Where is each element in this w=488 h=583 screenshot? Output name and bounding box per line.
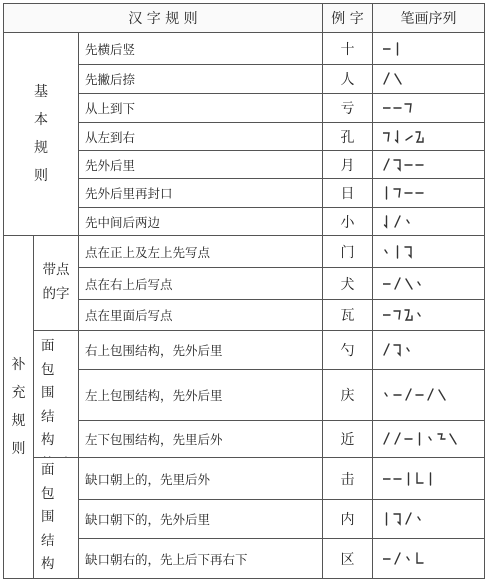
header-example: 例 字: [322, 3, 373, 33]
stroke-d-icon: [429, 437, 431, 440]
basic-rules-label: [3, 32, 79, 236]
example-character: 近: [322, 420, 373, 458]
stroke-p-icon: [406, 513, 411, 524]
stroke-sequence: [372, 369, 485, 421]
stroke-sequence: [372, 64, 485, 94]
group-two-side-label: 面 包 围 结 构: [33, 330, 79, 458]
basic-label-char: 基: [34, 84, 48, 100]
stroke-sg-icon: [385, 216, 387, 227]
stroke-d-icon: [407, 557, 409, 560]
rule-text: 从上到下: [78, 93, 323, 123]
stroke-sequence: [372, 235, 485, 268]
header-stroke-order: 笔画序列: [372, 3, 485, 33]
basic-label-char: 则: [34, 168, 48, 184]
stroke-p-icon: [384, 433, 389, 444]
stroke-sequence: [372, 122, 485, 151]
rule-text: 右上包围结构，先外后里: [78, 330, 323, 370]
group-dot-label: 带点 的字: [33, 235, 79, 331]
basic-label-char: 规: [34, 140, 48, 156]
stroke-sequence: [372, 420, 485, 458]
stroke-d-icon: [385, 393, 387, 396]
stroke-sg-icon: [396, 131, 398, 142]
rule-text: 左上包围结构，先外后里: [78, 369, 323, 421]
stroke-d-icon: [418, 313, 420, 316]
stroke-n-icon: [450, 434, 456, 444]
rule-text: 先撇后捺: [78, 64, 323, 94]
rule-text: 先中间后两边: [78, 207, 323, 236]
stroke-hz-icon: [394, 189, 400, 197]
example-character: 人: [322, 64, 373, 94]
stroke-order-rules-table: [3, 3, 485, 579]
stroke-p-icon: [428, 389, 433, 400]
stroke-n-icon: [406, 279, 412, 289]
rule-text: 先外后里: [78, 150, 323, 179]
stroke-hz-icon: [405, 104, 411, 112]
stroke-sequence: [372, 499, 485, 539]
example-character: 击: [322, 457, 373, 500]
rule-text: 缺口朝下的，先外后里: [78, 499, 323, 539]
stroke-hzg-icon: [405, 247, 411, 257]
rule-text: 点在右上后写点: [78, 267, 323, 300]
rule-text: 点在正上及左上先写点: [78, 235, 323, 268]
stroke-sequence: [372, 32, 485, 65]
stroke-hz-icon: [394, 311, 400, 319]
group-three-side-label: 面 包 围 结 构: [33, 457, 79, 579]
stroke-sequence: [372, 207, 485, 236]
supplement-label-char: 则: [11, 441, 26, 457]
stroke-sequence: [372, 330, 485, 370]
stroke-p-icon: [384, 73, 389, 84]
rule-text: 先横后竖: [78, 32, 323, 65]
stroke-p-icon: [395, 433, 400, 444]
stroke-p-icon: [395, 278, 400, 289]
rule-text: 点在里面后写点: [78, 299, 323, 331]
rule-text: 缺口朝右的，先上后下再右下: [78, 538, 323, 579]
stroke-p-icon: [384, 344, 389, 355]
example-character: 月: [322, 150, 373, 179]
example-character: 内: [322, 499, 373, 539]
rule-text: 先外后里再封口: [78, 178, 323, 208]
example-character: 亏: [322, 93, 373, 123]
header-rules: 汉 字 规 则: [3, 3, 323, 33]
supplement-rules-label: [3, 235, 34, 579]
stroke-d-icon: [407, 348, 409, 351]
stroke-n-icon: [395, 74, 401, 84]
stroke-hzg-icon: [394, 160, 400, 170]
stroke-sequence: [372, 150, 485, 179]
example-character: 瓦: [322, 299, 373, 331]
stroke-d-icon: [385, 250, 387, 253]
stroke-p-icon: [395, 553, 400, 564]
example-character: 日: [322, 178, 373, 208]
example-character: 区: [322, 538, 373, 579]
stroke-hzz-icon: [438, 434, 445, 439]
stroke-sz-icon: [417, 473, 423, 483]
stroke-t-icon: [406, 136, 412, 140]
stroke-p-icon: [406, 389, 411, 400]
stroke-p-icon: [384, 159, 389, 170]
example-character: 孔: [322, 122, 373, 151]
rule-text: 左下包围结构，先里后外: [78, 420, 323, 458]
supplement-label-char: 规: [11, 413, 26, 429]
stroke-sequence: [372, 267, 485, 300]
basic-label-char: 本: [34, 112, 48, 128]
stroke-sequence: [372, 93, 485, 123]
stroke-d-icon: [418, 282, 420, 285]
example-character: 小: [322, 207, 373, 236]
stroke-sequence: [372, 178, 485, 208]
stroke-hzwg-icon: [416, 132, 423, 142]
stroke-sequence: [372, 299, 485, 331]
example-character: 门: [322, 235, 373, 268]
stroke-hzwg-icon: [405, 310, 412, 320]
supplement-label-char: 充: [11, 385, 26, 401]
stroke-p-icon: [395, 216, 400, 227]
stroke-d-icon: [407, 220, 409, 223]
rule-text: 缺口朝上的，先里后外: [78, 457, 323, 500]
stroke-sequence: [372, 457, 485, 500]
supplement-label-char: 补: [11, 357, 26, 373]
rule-text: 从左到右: [78, 122, 323, 151]
stroke-hzg-icon: [394, 514, 400, 524]
example-character: 犬: [322, 267, 373, 300]
stroke-sz-icon: [417, 553, 423, 563]
stroke-hz-icon: [383, 133, 389, 141]
stroke-sequence: [372, 538, 485, 579]
stroke-hzg-icon: [394, 345, 400, 355]
example-character: 勺: [322, 330, 373, 370]
stroke-n-icon: [439, 390, 445, 400]
example-character: 庆: [322, 369, 373, 421]
stroke-d-icon: [418, 517, 420, 520]
example-character: 十: [322, 32, 373, 65]
